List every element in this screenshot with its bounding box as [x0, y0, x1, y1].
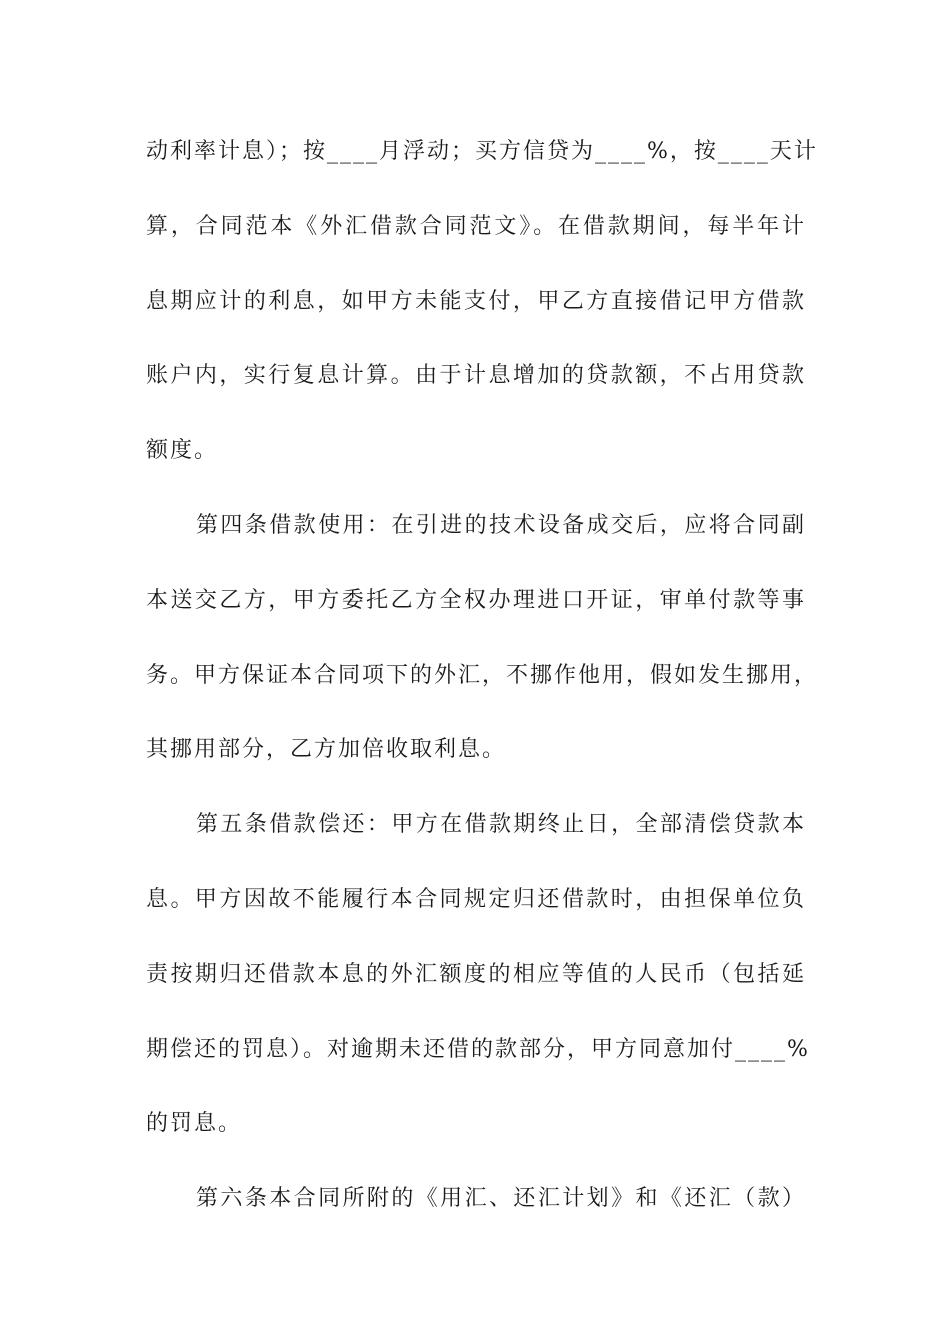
contract-body — [146, 130, 819, 1252]
article-6-heading-line: 第六条本合同所附的《用汇、还汇计划》和《还汇（款） — [196, 1186, 806, 1212]
text-line: 额度。 — [146, 438, 219, 464]
text-line: 息。甲方因故不能履行本合同规定归还借款时，由担保单位负 — [146, 886, 806, 912]
text-line: 本送交乙方，甲方委托乙方全权办理进口开证，审单付款等事 — [146, 587, 806, 613]
text-line: 账户内，实行复息计算。由于计息增加的贷款额，不占用贷款 — [146, 363, 806, 389]
text-line: 责按期归还借款本息的外汇额度的相应等值的人民币（包括延 — [146, 961, 806, 987]
text-line: 其挪用部分，乙方加倍收取利息。 — [146, 737, 507, 763]
text-line: 息期应计的利息，如甲方未能支付，甲乙方直接借记甲方借款 — [146, 288, 806, 314]
text-line: 动利率计息）；按____月浮动；买方信贷为____%，按____天计 — [146, 139, 818, 164]
text-line: 期偿还的罚息）。对逾期未还借的款部分，甲方同意加付____% — [146, 1036, 810, 1062]
text-line: 算，合同范本《外汇借款合同范文》。在借款期间，每半年计 — [146, 213, 806, 239]
article-4-heading-line: 第四条借款使用：在引进的技术设备成交后，应将合同副 — [196, 512, 806, 538]
article-5-heading-line: 第五条借款偿还：甲方在借款期终止日，全部清偿贷款本 — [196, 812, 806, 838]
text-line: 的罚息。 — [146, 1111, 243, 1137]
text-line: 务。甲方保证本合同项下的外汇，不挪作他用，假如发生挪用， — [146, 662, 819, 688]
